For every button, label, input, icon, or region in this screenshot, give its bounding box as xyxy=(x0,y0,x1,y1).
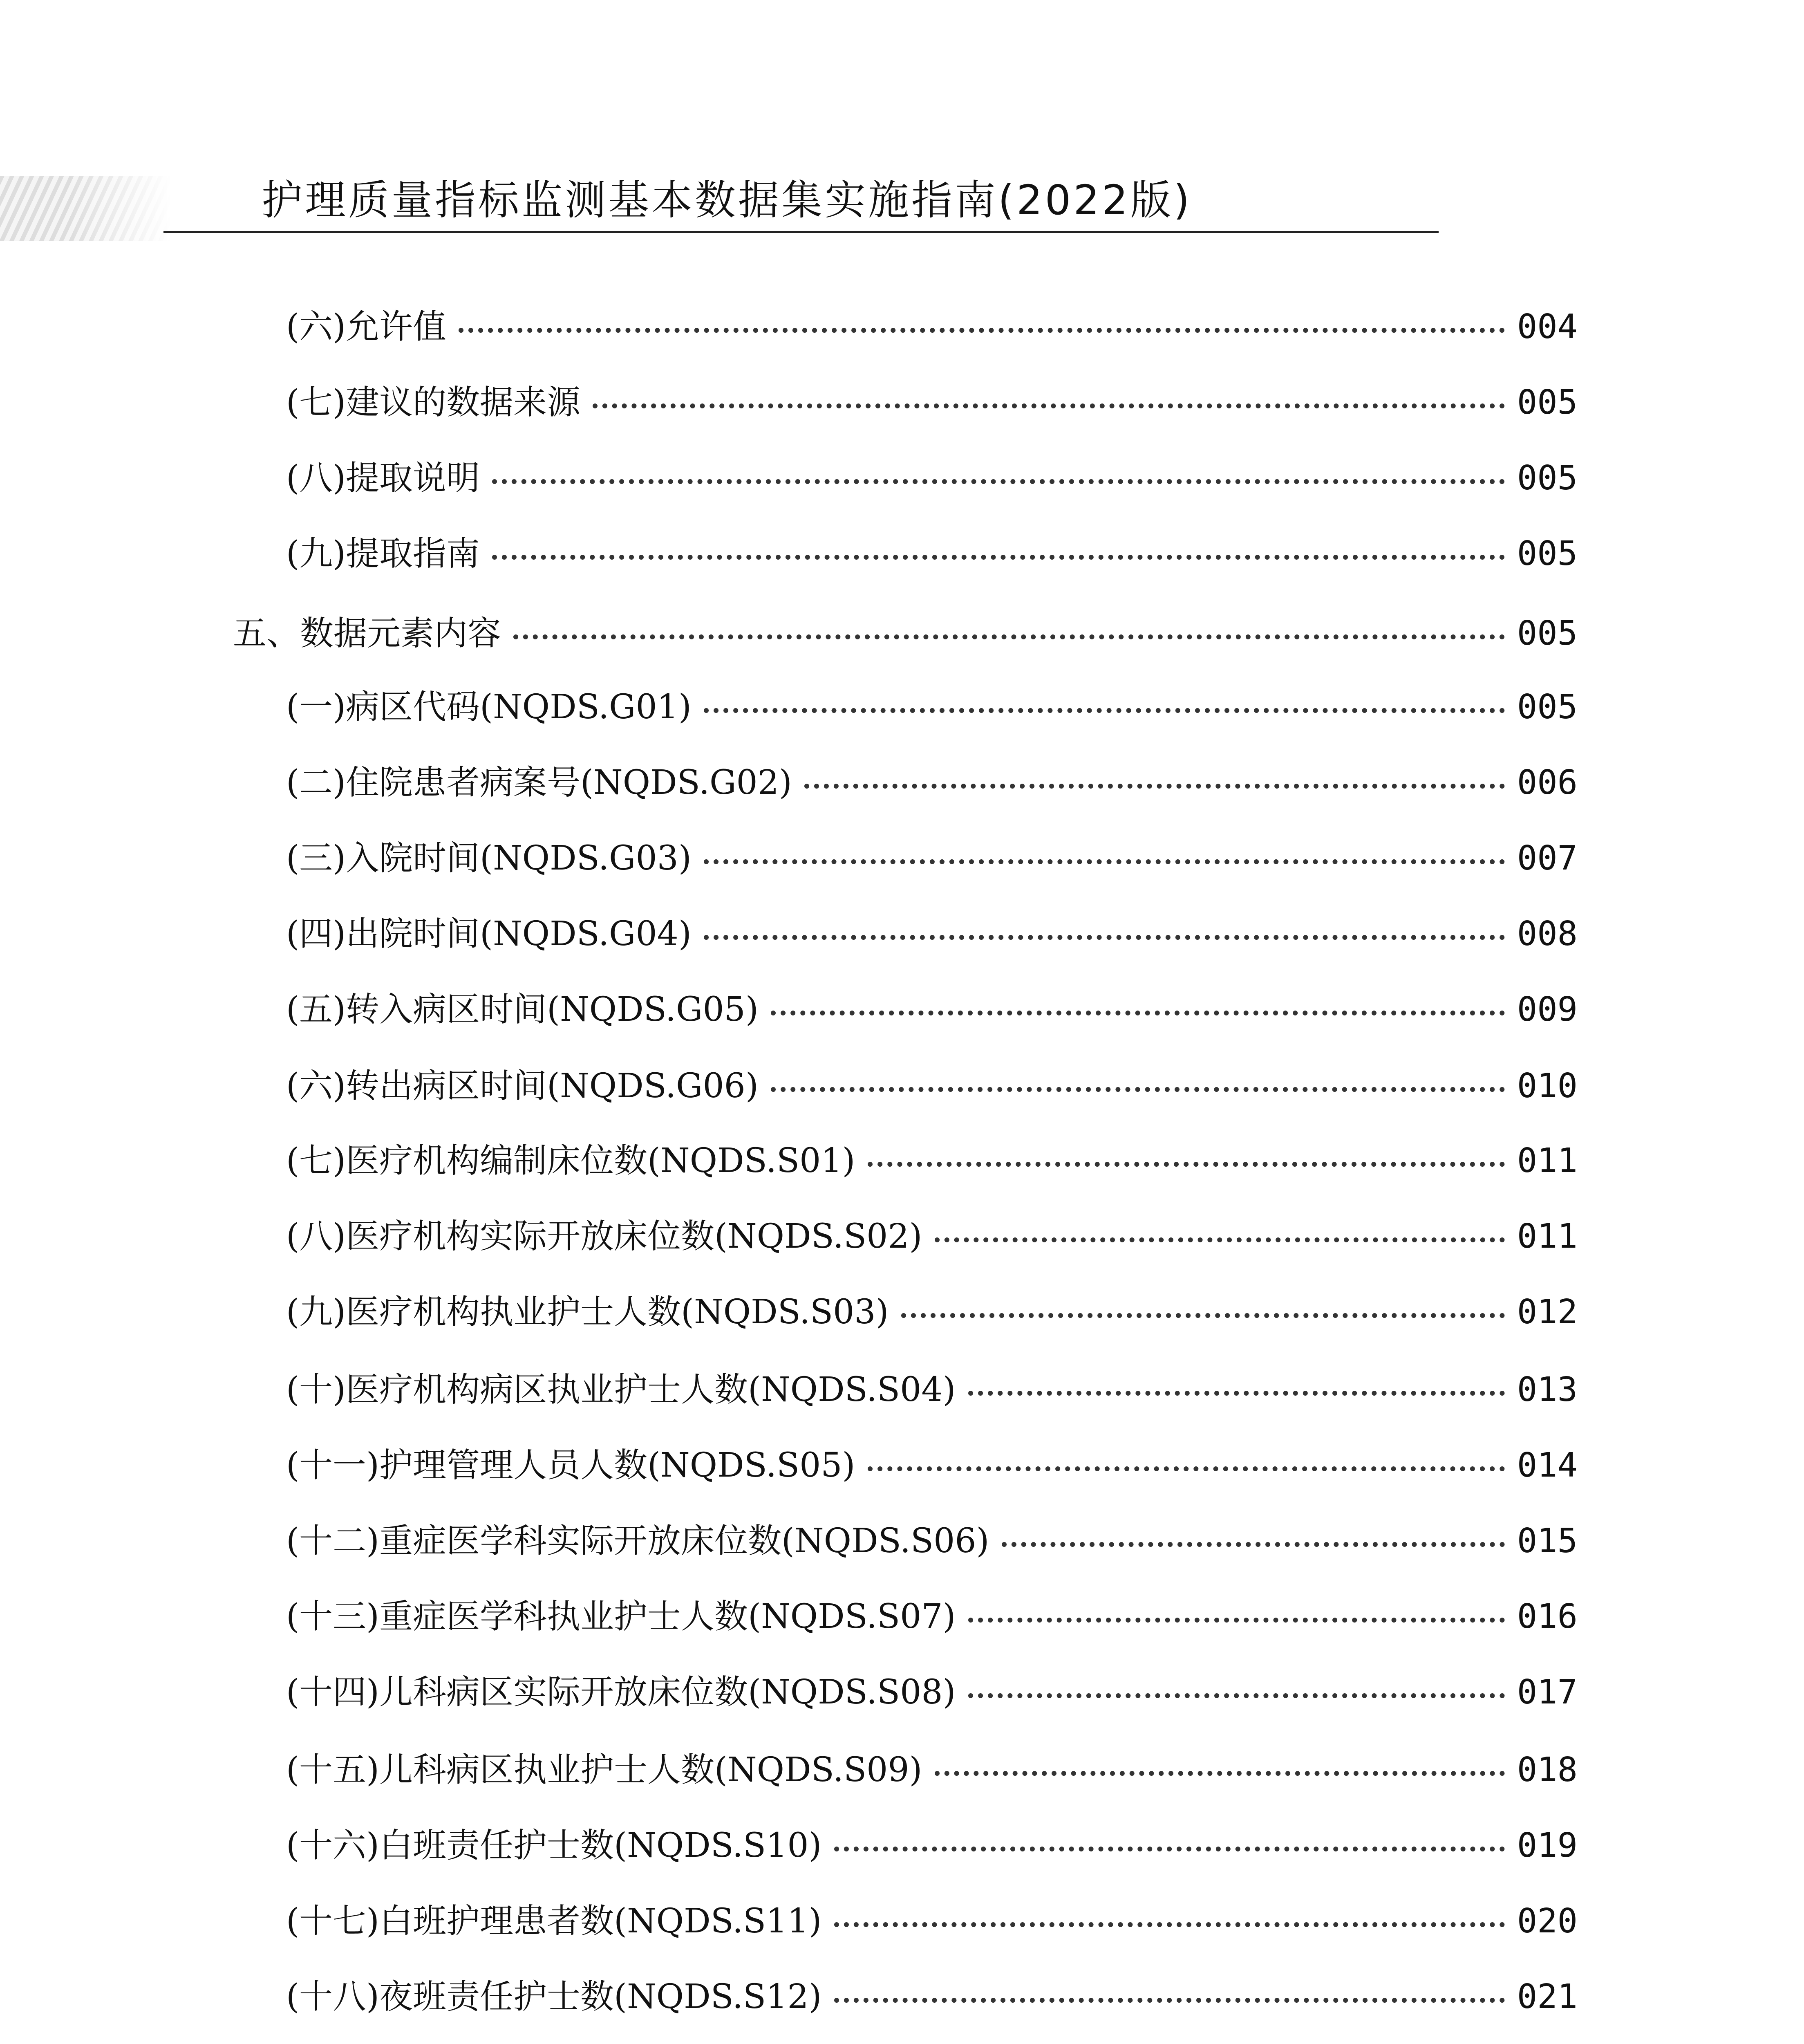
toc-dot-leader xyxy=(704,708,1505,713)
toc-entry-page-number: 020 xyxy=(1517,1902,1578,1941)
toc-entry-page-number: 005 xyxy=(1517,383,1578,422)
toc-entry-label: (十五)儿科病区执业护士人数(NQDS.S09) xyxy=(286,1750,922,1789)
toc-entry[interactable] xyxy=(286,1363,1578,1416)
toc-entry-label: (十一)护理管理人员人数(NQDS.S05) xyxy=(286,1446,855,1485)
toc-entry-page-number: 015 xyxy=(1517,1522,1578,1560)
toc-entry-page-number: 005 xyxy=(1517,534,1578,573)
toc-entry-label: (十四)儿科病区实际开放床位数(NQDS.S08) xyxy=(286,1673,956,1712)
toc-entry[interactable] xyxy=(233,607,1578,660)
toc-dot-leader xyxy=(593,403,1505,408)
toc-entry-label: (七)医疗机构编制床位数(NQDS.S01) xyxy=(286,1141,855,1180)
toc-dot-leader xyxy=(968,1618,1505,1623)
toc-entry[interactable] xyxy=(286,1590,1578,1643)
toc-dot-leader xyxy=(868,1466,1505,1471)
toc-dot-leader xyxy=(868,1162,1505,1167)
toc-entry-page-number: 017 xyxy=(1517,1673,1578,1712)
toc-entry-label: (十)医疗机构病区执业护士人数(NQDS.S04) xyxy=(286,1370,956,1409)
toc-entry-page-number: 011 xyxy=(1517,1141,1578,1180)
toc-dot-leader xyxy=(834,1847,1505,1851)
toc-entry[interactable] xyxy=(286,1134,1578,1188)
toc-entry[interactable] xyxy=(286,983,1578,1036)
toc-entry-label: (十六)白班责任护士数(NQDS.S10) xyxy=(286,1826,822,1865)
toc-entry-label: (二)住院患者病案号(NQDS.G02) xyxy=(286,763,792,802)
toc-entry-page-number: 006 xyxy=(1517,763,1578,802)
toc-dot-leader xyxy=(935,1237,1505,1242)
toc-entry-page-number: 016 xyxy=(1517,1597,1578,1636)
toc-dot-leader xyxy=(492,555,1505,560)
toc-dot-leader xyxy=(492,479,1505,484)
toc-entry-page-number: 008 xyxy=(1517,914,1578,953)
toc-entry[interactable] xyxy=(286,832,1578,885)
toc-entry-page-number: 005 xyxy=(1517,688,1578,726)
toc-entry-label: (五)转入病区时间(NQDS.G05) xyxy=(286,990,759,1029)
toc-entry-page-number: 005 xyxy=(1517,614,1578,653)
toc-entry[interactable] xyxy=(286,452,1578,505)
toc-entry-page-number: 014 xyxy=(1517,1446,1578,1485)
toc-entry[interactable] xyxy=(286,1895,1578,1948)
toc-entry-page-number: 012 xyxy=(1517,1293,1578,1331)
toc-entry-label: (十三)重症医学科执业护士人数(NQDS.S07) xyxy=(286,1597,956,1636)
toc-entry-page-number: 010 xyxy=(1517,1067,1578,1105)
toc-entry-page-number: 021 xyxy=(1517,1977,1578,2016)
toc-dot-leader xyxy=(704,859,1505,864)
running-header-title: 护理质量指标监测基本数据集实施指南(2022版) xyxy=(262,176,1192,224)
toc-dot-leader xyxy=(804,784,1505,789)
toc-entry-label: (一)病区代码(NQDS.G01) xyxy=(286,688,692,726)
toc-entry-page-number: 019 xyxy=(1517,1826,1578,1865)
toc-dot-leader xyxy=(968,1693,1505,1698)
toc-entry[interactable] xyxy=(286,1666,1578,1719)
toc-entry-page-number: 011 xyxy=(1517,1217,1578,1256)
toc-dot-leader xyxy=(834,1922,1505,1927)
toc-dot-leader xyxy=(1002,1542,1505,1547)
toc-entry[interactable] xyxy=(286,1744,1578,1797)
toc-entry-label: (三)入院时间(NQDS.G03) xyxy=(286,839,692,878)
toc-entry[interactable] xyxy=(286,1210,1578,1263)
toc-entry-label: (四)出院时间(NQDS.G04) xyxy=(286,914,692,953)
toc-dot-leader xyxy=(901,1313,1505,1318)
toc-dot-leader xyxy=(459,328,1505,333)
toc-entry-page-number: 007 xyxy=(1517,839,1578,878)
toc-entry[interactable] xyxy=(286,681,1578,734)
toc-entry-page-number: 004 xyxy=(1517,307,1578,346)
toc-dot-leader xyxy=(968,1391,1505,1396)
toc-dot-leader xyxy=(935,1771,1505,1776)
toc-entry-label: (七)建议的数据来源 xyxy=(286,383,580,422)
toc-entry-page-number: 005 xyxy=(1517,459,1578,498)
toc-dot-leader xyxy=(704,935,1505,940)
toc-entry[interactable] xyxy=(286,1970,1578,2024)
toc-entry[interactable] xyxy=(286,527,1578,580)
toc-entry-label: (六)允许值 xyxy=(286,307,446,346)
toc-dot-leader xyxy=(771,1011,1505,1015)
toc-entry[interactable] xyxy=(286,300,1578,354)
toc-entry-label: (八)提取说明 xyxy=(286,459,480,498)
toc-entry[interactable] xyxy=(286,756,1578,809)
toc-dot-leader xyxy=(771,1087,1505,1092)
toc-entry[interactable] xyxy=(286,908,1578,961)
toc-entry[interactable] xyxy=(286,1819,1578,1872)
toc-entry-page-number: 013 xyxy=(1517,1370,1578,1409)
toc-entry[interactable] xyxy=(286,376,1578,429)
toc-entry[interactable] xyxy=(286,1286,1578,1339)
toc-entry-page-number: 018 xyxy=(1517,1750,1578,1789)
toc-entry-label: (九)提取指南 xyxy=(286,534,480,573)
toc-dot-leader xyxy=(513,634,1505,639)
toc-entry[interactable] xyxy=(286,1439,1578,1492)
toc-entry-page-number: 009 xyxy=(1517,990,1578,1029)
toc-entry-label: (十八)夜班责任护士数(NQDS.S12) xyxy=(286,1977,822,2016)
toc-entry[interactable] xyxy=(286,1515,1578,1568)
toc-entry-label: (九)医疗机构执业护士人数(NQDS.S03) xyxy=(286,1293,889,1331)
toc-dot-leader xyxy=(834,1998,1505,2003)
toc-entry-label: (八)医疗机构实际开放床位数(NQDS.S02) xyxy=(286,1217,922,1256)
toc-entry[interactable] xyxy=(286,1060,1578,1113)
toc-entry-label: (十七)白班护理患者数(NQDS.S11) xyxy=(286,1902,822,1941)
toc-entry-label: (十二)重症医学科实际开放床位数(NQDS.S06) xyxy=(286,1522,989,1560)
toc-entry-label: (六)转出病区时间(NQDS.G06) xyxy=(286,1067,759,1105)
toc-entry-label: 五、数据元素内容 xyxy=(233,614,501,653)
